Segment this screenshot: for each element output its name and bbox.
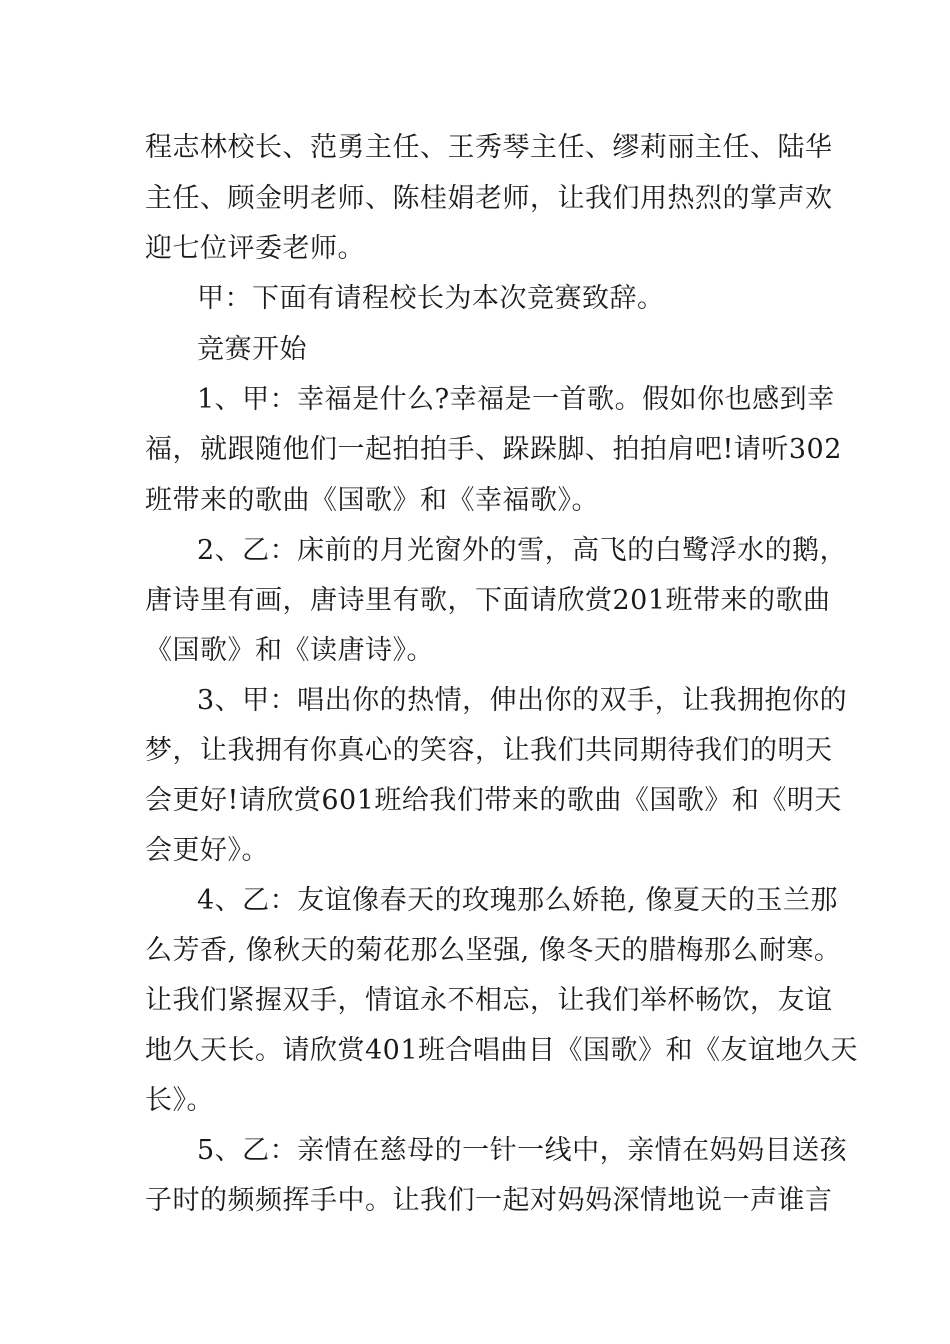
text-line: 梦，让我拥有你真心的笑容，让我们共同期待我们的明天: [145, 735, 833, 766]
text-line: 主任、顾金明老师、陈桂娟老师，让我们用热烈的掌声欢: [145, 183, 833, 214]
text-line: 2、乙：床前的月光窗外的雪，高飞的白鹭浮水的鹅，: [197, 535, 848, 566]
text-line: 让我们紧握双手，情谊永不相忘，让我们举杯畅饮，友谊: [145, 985, 833, 1016]
text-line: 地久天长。请欣赏401班合唱曲目《国歌》和《友谊地久天: [145, 1035, 859, 1066]
text-line: 迎七位评委老师。: [145, 233, 365, 264]
text-line: 4、乙：友谊像春天的玫瑰那么娇艳, 像夏天的玉兰那: [197, 885, 838, 916]
text-line: 长》。: [145, 1085, 214, 1116]
text-line: 会更好》。: [145, 835, 269, 866]
text-line: 1、甲：幸福是什么?幸福是一首歌。假如你也感到幸: [197, 384, 835, 415]
section-heading: 竞赛开始: [197, 334, 307, 365]
text-line: 5、乙：亲情在慈母的一针一线中，亲情在妈妈目送孩: [197, 1135, 848, 1166]
text-line: 《国歌》和《读唐诗》。: [145, 635, 434, 666]
text-line: 么芳香, 像秋天的菊花那么坚强, 像冬天的腊梅那么耐寒。: [145, 935, 842, 966]
text-line: 子时的频频挥手中。让我们一起对妈妈深情地说一声谁言: [145, 1185, 833, 1216]
text-line: 班带来的歌曲《国歌》和《幸福歌》。: [145, 485, 599, 516]
text-line: 会更好!请欣赏601班给我们带来的歌曲《国歌》和《明天: [145, 785, 842, 816]
text-line: 唐诗里有画，唐诗里有歌，下面请欣赏201班带来的歌曲: [145, 585, 831, 616]
text-line: 程志林校长、范勇主任、王秀琴主任、缪莉丽主任、陆华: [145, 132, 833, 163]
text-line: 甲：下面有请程校长为本次竞赛致辞。: [197, 283, 665, 314]
text-line: 福，就跟随他们一起拍拍手、跺跺脚、拍拍肩吧!请听302: [145, 434, 842, 465]
text-line: 3、甲：唱出你的热情，伸出你的双手，让我拥抱你的: [197, 685, 848, 716]
